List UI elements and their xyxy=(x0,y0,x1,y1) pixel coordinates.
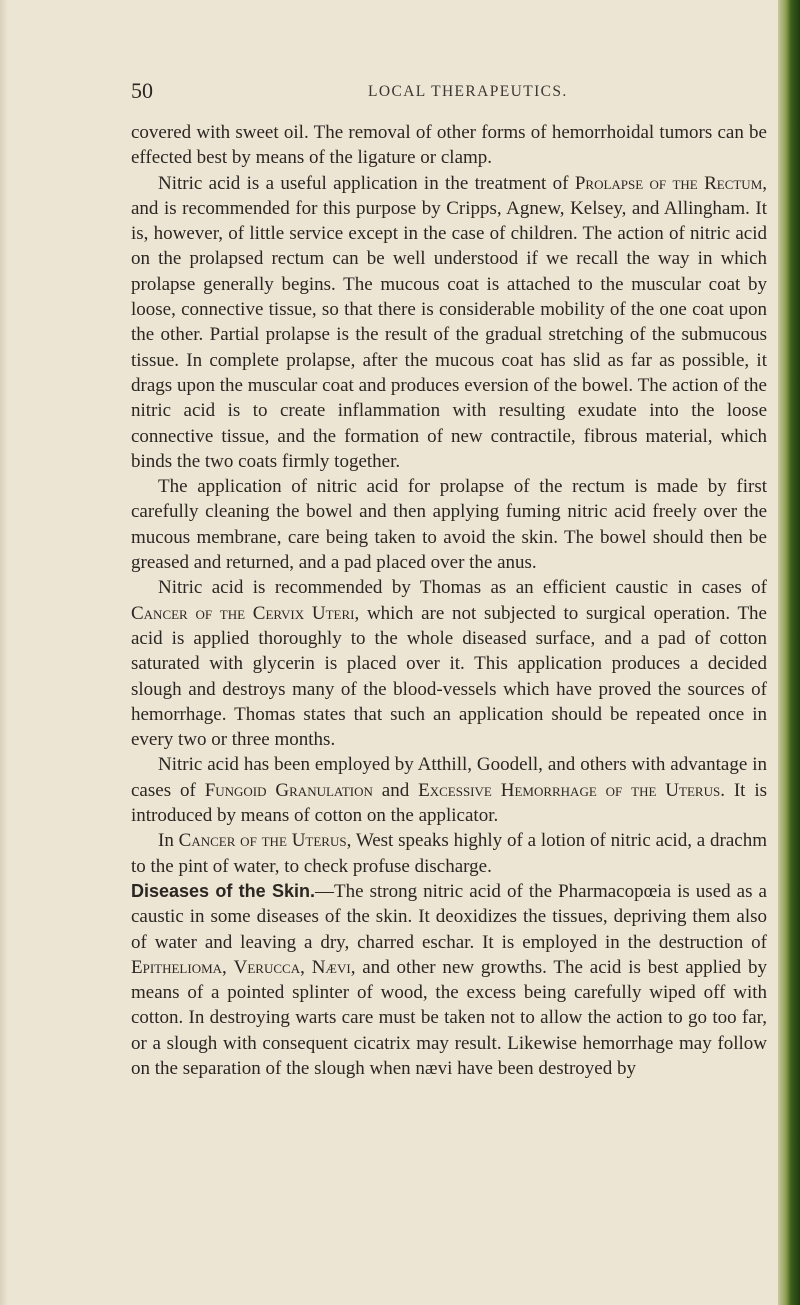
text-run: Nitric acid has been employed by Atthill, Goodell, and others with advantage in cases of xyxy=(131,754,767,801)
text-run: , West speaks highly of a lotion of nitric acid, a drachm to the pint of water, to check profuse discharge. xyxy=(131,830,767,877)
text-run: , which are not subjected to surgical operation. The acid is applied thoroughly to the whole diseased surface, and a pad of cotton saturated with glycerin is placed over it. This application produces a decided slough and destroys many of the blood-vessels which have proved the sources of hemorrhage. Thomas states that such an application should be repeated once in every two or three months. xyxy=(131,602,767,751)
small-caps-term: Epithelioma xyxy=(131,956,223,978)
text-run: —The strong nitric acid of the Pharmacopœia is used as a caustic in some diseases of the skin. It deoxidizes the tissues, depriving them also of water and leaving a dry, charred eschar. It is employed in the destruction of xyxy=(131,880,767,953)
text-run: Nitric acid is recommended by Thomas as an efficient caustic in cases of xyxy=(158,577,767,599)
text-run: and xyxy=(372,779,419,801)
text-run: Nitric acid is a useful application in the treatment of xyxy=(158,172,575,194)
paragraph-5 xyxy=(131,752,767,828)
small-caps-term: Excessive Hemorrhage of the Uterus xyxy=(418,779,721,801)
paragraph-3 xyxy=(131,474,767,575)
paragraph-6 xyxy=(131,828,767,879)
small-caps-term: Fungoid Granulation xyxy=(204,779,373,801)
text-run: , xyxy=(300,956,312,978)
page-shadow xyxy=(0,0,8,1305)
text-run: . It is introduced by means of cotton on the applicator. xyxy=(131,779,768,827)
text-run: The application of nitric acid for prolapse of the rectum is made by first carefully cleaning the bowel and then applying fuming nitric acid freely over the mucous membrane, care being taken to avoid the skin. The bowel should then be greased and returned, and a pad placed over the anus. xyxy=(131,476,767,574)
paragraph-7 xyxy=(131,879,767,1081)
section-heading: Diseases of the Skin. xyxy=(131,880,315,901)
text-run: In xyxy=(158,830,179,852)
text-run: , xyxy=(222,956,234,978)
text-run: covered with sweet oil. The removal of other forms of hemorrhoidal tumors can be effected best by means of the ligature or clamp. xyxy=(131,122,767,169)
body-text xyxy=(131,120,767,1081)
paragraph-2 xyxy=(131,171,767,475)
small-caps-term: Nævi xyxy=(311,956,351,978)
text-run: , and other new growths. The acid is best applied by means of a pointed splinter of wood, the excess being carefully wiped off with cotton. In destroying warts care must be taken not to allow the action to go too far, or a slough with consequent cicatrix may result. Likewise hemorrhage may follow on the separation of the slough when nævi have been destroyed by xyxy=(131,956,767,1079)
small-caps-term: Prolapse of the Rectum xyxy=(574,172,763,194)
book-binding-edge xyxy=(778,0,800,1305)
page-header xyxy=(0,78,800,108)
small-caps-term: Verucca xyxy=(233,956,301,978)
small-caps-term: Cancer of the Cervix Uteri xyxy=(131,602,355,624)
small-caps-term: Cancer of the Uterus xyxy=(178,830,347,852)
running-head: LOCAL THERAPEUTICS. xyxy=(368,83,568,100)
paragraph-4 xyxy=(131,575,767,752)
page-number: 50 xyxy=(131,78,153,103)
text-run: , and is recommended for this purpose by Cripps, Agnew, Kelsey, and Allingham. It is, however, of little service except in the case of children. The action of nitric acid on the prolapsed rectum can be well understood if we recall the way in which prolapse generally begins. The mucous coat is attached to the muscular coat by loose, connective tissue, so that there is considerable mobility of the one coat upon the other. Partial prolapse is the result of the gradual stretching of the submucous tissue. In complete prolapse, after the mucous coat has slid as far as possible, it drags upon the muscular coat and produces eversion of the bowel. The action of the nitric acid is to create inflammation with resulting exudate into the loose connective tissue, and the formation of new contractile, fibrous material, which binds the two coats firmly together. xyxy=(131,172,767,472)
paragraph-1 xyxy=(131,120,767,171)
